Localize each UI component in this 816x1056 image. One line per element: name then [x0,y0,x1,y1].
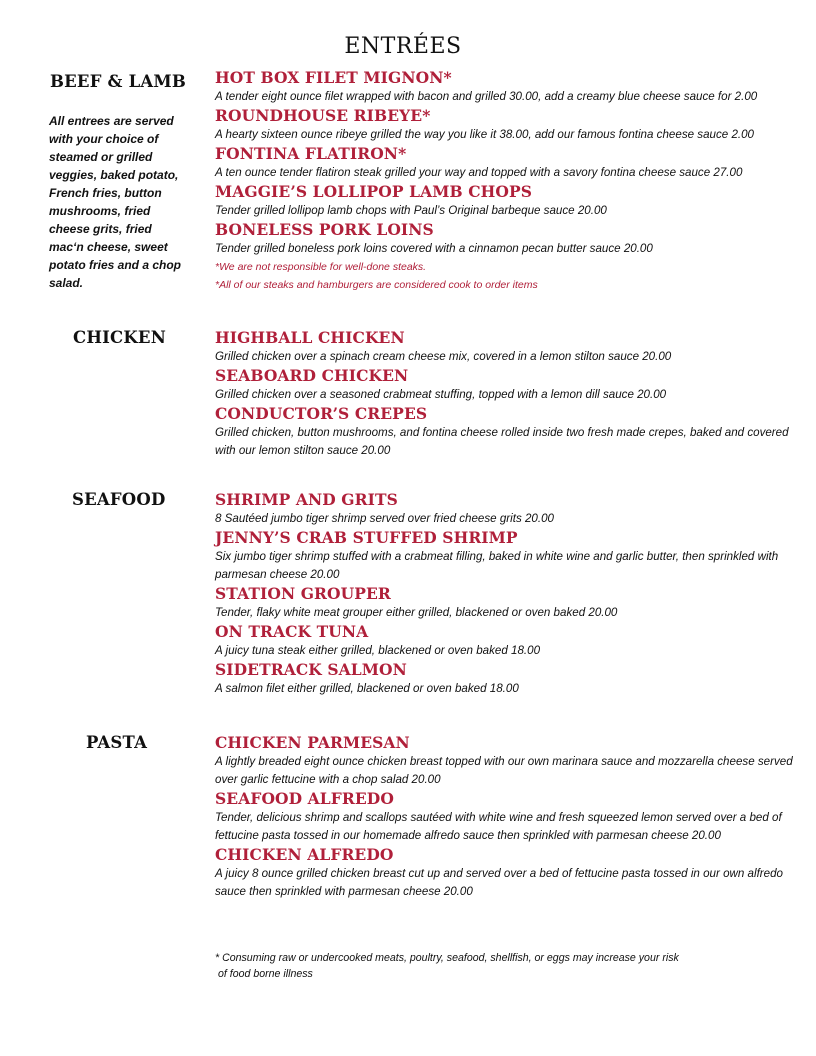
item-description: Grilled chicken, button mushrooms, and fontina cheese rolled inside two fresh made crepes, baked and covered with our lemon stilton sauce 20.00 [215,426,789,457]
item-name: HIGHBALL CHICKEN [215,328,405,347]
menu-item [215,660,800,698]
item-name: SEAFOOD ALFREDO [215,789,394,808]
pasta-items [215,733,800,901]
item-description: A juicy 8 ounce grilled chicken breast cut up and served over a bed of fettucine pasta tossed in our own alfredo sauce then sprinkled with parmesan cheese 20.00 [215,867,784,898]
menu-item [215,528,800,584]
item-description: Grilled chicken over a seasoned crabmeat stuffing, topped with a lemon dill sauce 20.00 [215,388,667,401]
section-label-seafood: SEAFOOD [72,490,166,509]
menu-item [215,68,800,106]
item-name: HOT BOX FILET MIGNON* [215,68,452,87]
item-name: FONTINA FLATIRON* [215,144,407,163]
section-label-beef-lamb: BEEF & LAMB [50,72,187,91]
menu-item [215,106,800,144]
item-description: A ten ounce tender flatiron steak grilled your way and topped with a savory fontina cheese sauce 27.00 [215,166,743,179]
item-description: Tender grilled boneless pork loins covered with a cinnamon pecan butter sauce 20.00 [215,242,653,255]
item-description: Tender, delicious shrimp and scallops sautéed with white wine and fresh squeezed lemon served over a bed of fettucine pasta tossed in our homemade alfredo sauce then sprinkled with parmesan cheese 20.00 [215,811,782,842]
page-title: ENTRÉES [344,34,462,59]
item-name: SHRIMP AND GRITS [215,490,398,509]
item-description: Six jumbo tiger shrimp stuffed with a crabmeat filling, baked in white wine and garlic butter, then sprinkled with parmesan cheese 20.00 [215,550,779,581]
item-description: A tender eight ounce filet wrapped with bacon and grilled 30.00, add a creamy blue cheese sauce for 2.00 [215,90,758,103]
item-description: A juicy tuna steak either grilled, blackened or oven baked 18.00 [215,644,541,657]
menu-item [215,220,800,258]
menu-item [215,404,800,460]
menu-item [215,144,800,182]
item-name: ON TRACK TUNA [215,622,369,641]
menu-item [215,490,800,528]
item-description: A hearty sixteen ounce ribeye grilled the way you like it 38.00, add our famous fontina cheese sauce 2.00 [215,128,755,141]
item-description: Tender grilled lollipop lamb chops with Paul’s Original barbeque sauce 20.00 [215,204,607,217]
steak-disclaimer: *We are not responsible for well-done steaks. [215,261,427,273]
item-description: 8 Sautéed jumbo tiger shrimp served over fried cheese grits 20.00 [215,512,554,525]
seafood-items [215,490,800,698]
menu-item [215,789,800,845]
cook-to-order-disclaimer: *All of our steaks and hamburgers are considered cook to order items [215,279,538,291]
menu-item [215,182,800,220]
menu-item [215,328,800,366]
item-description: A lightly breaded eight ounce chicken breast topped with our own marinara sauce and mozzarella cheese served over garlic fettucine with a chop salad 20.00 [215,755,793,786]
item-name: SEABOARD CHICKEN [215,366,409,385]
item-description: A salmon filet either grilled, blackened or oven baked 18.00 [215,682,519,695]
beef-items [215,68,800,294]
section-label-pasta: PASTA [86,733,148,752]
sides-note: All entrees are served with your choice of steamed or grilled veggies, baked potato, French fries, button mushrooms, fried cheese grits, fried mac‘n cheese, sweet potato fries and a chop salad. [49,114,182,290]
item-name: SIDETRACK SALMON [215,660,407,679]
menu-item [215,584,800,622]
item-name: STATION GROUPER [215,584,391,603]
health-footnote [215,950,735,982]
item-description: Grilled chicken over a spinach cream cheese mix, covered in a lemon stilton sauce 20.00 [215,350,672,363]
menu-item [215,733,800,789]
item-name: ROUNDHOUSE RIBEYE* [215,106,431,125]
footnote-line-1: * Consuming raw or undercooked meats, poultry, seafood, shellfish, or eggs may increase your risk [215,952,679,964]
footnote-line-2: of food borne illness [218,968,313,980]
item-name: BONELESS PORK LOINS [215,220,434,239]
item-name: CHICKEN PARMESAN [215,733,410,752]
item-name: CHICKEN ALFREDO [215,845,394,864]
menu-item [215,366,800,404]
item-name: JENNY’S CRAB STUFFED SHRIMP [215,528,518,547]
menu-item [215,845,800,901]
section-label-chicken: CHICKEN [73,328,166,347]
chicken-items [215,328,800,460]
menu-item [215,622,800,660]
item-name: MAGGIE’S LOLLIPOP LAMB CHOPS [215,182,533,201]
item-description: Tender, flaky white meat grouper either grilled, blackened or oven baked 20.00 [215,606,618,619]
item-name: CONDUCTOR’S CREPES [215,404,428,423]
